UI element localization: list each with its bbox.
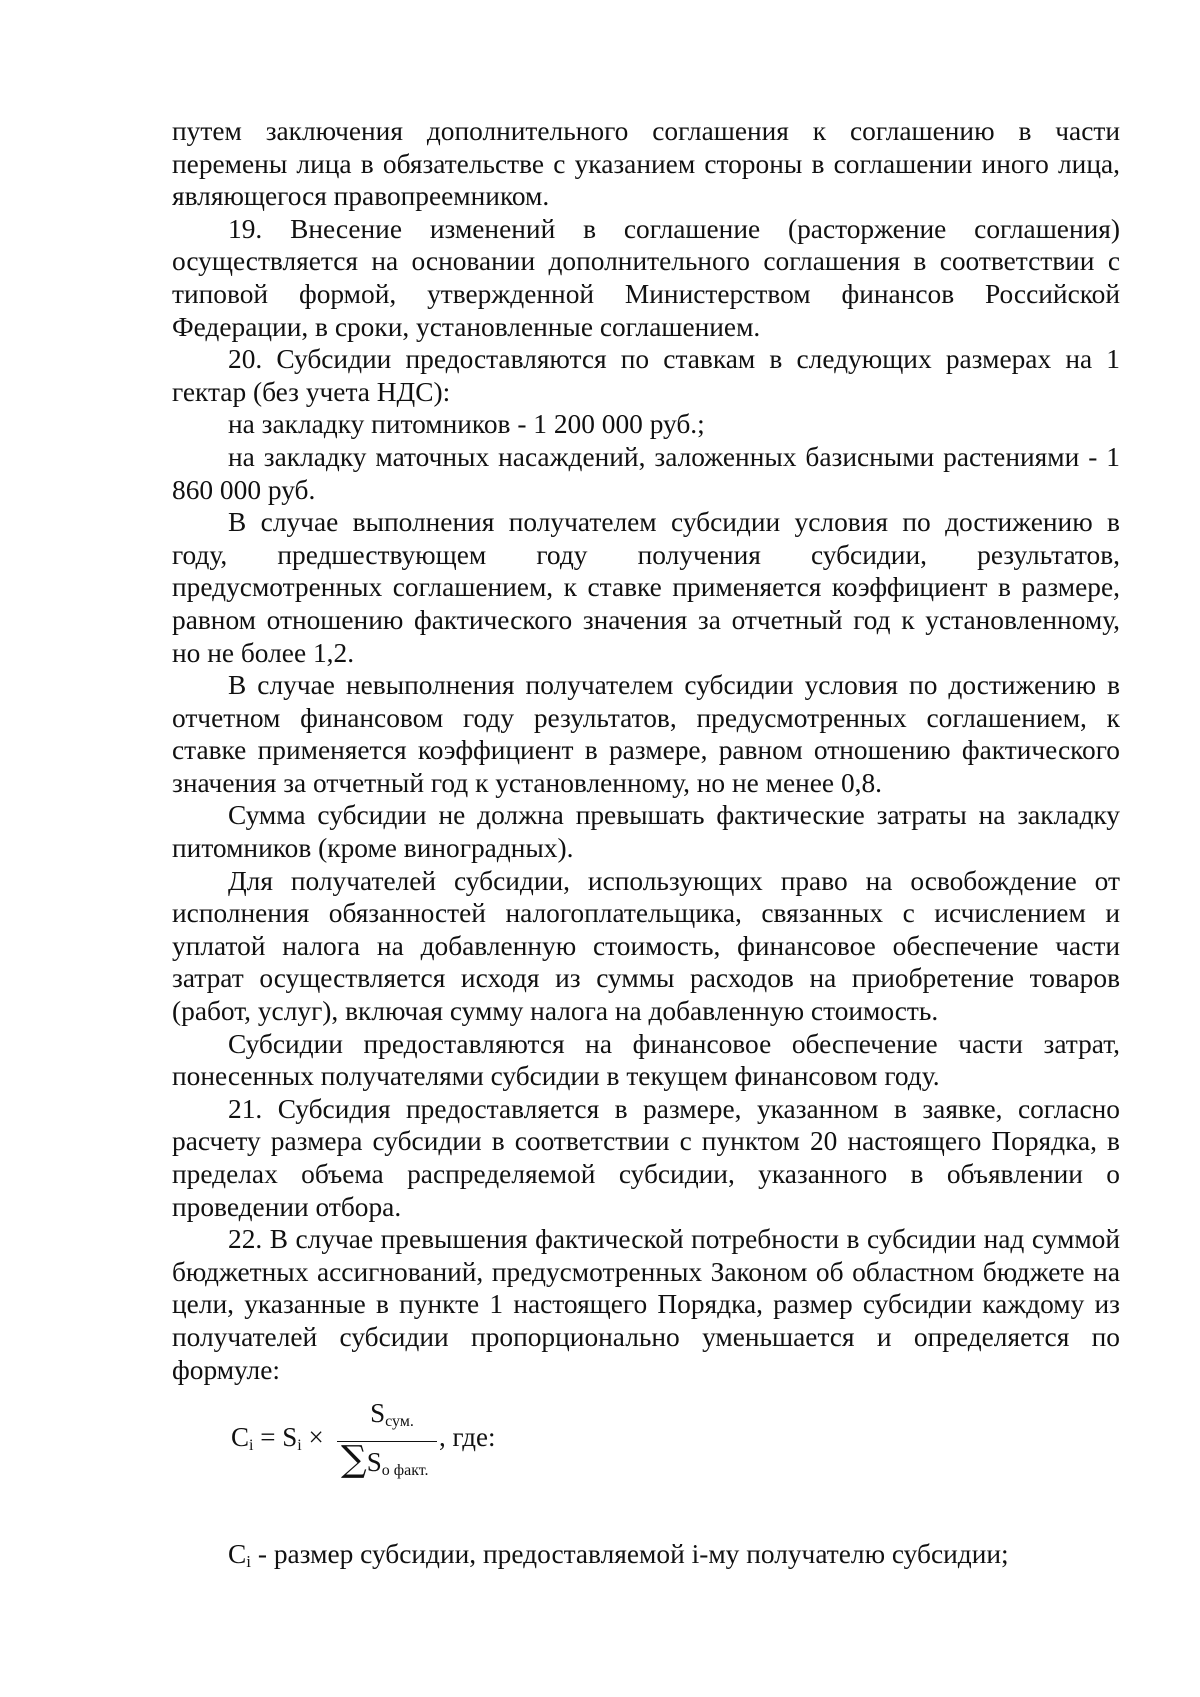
- formula-denominator: [337, 1439, 437, 1486]
- formula-s: S: [282, 1422, 298, 1452]
- formula-c: C: [231, 1422, 250, 1452]
- definition-text: - размер субсидии, предоставляемой i-му получателю субсидии;: [251, 1539, 1009, 1569]
- formula-c-subscript: i: [249, 1437, 254, 1454]
- sum-sign: ∑: [341, 1439, 367, 1480]
- denominator-subscript: о факт.: [381, 1462, 429, 1479]
- formula-s-subscript: i: [297, 1437, 302, 1454]
- paragraph-continuation: путем заключения дополнительного соглашения к соглашению в части перемены лица в обязательстве с указанием стороны в соглашении иного лица, являющегося правопреемником.: [172, 116, 1120, 212]
- formula-numerator: [337, 1398, 437, 1437]
- rate-nurseries: на закладку питомников - 1 200 000 руб.;: [228, 409, 705, 440]
- paragraph-vat: Для получателей субсидии, использующих право на освобождение от исполнения обязанностей налогоплательщика, связанных с исчислением и уплатой налога на добавленную стоимость, финансовое обеспечение части затрат осуществляется исходя из суммы расходов на приобретение товаров (работ, услуг), включая сумму налога на добавленную стоимость.: [172, 865, 1120, 1027]
- paragraph-19: 19. Внесение изменений в соглашение (расторжение соглашения) осуществляется на основании дополнительного соглашения в соответствии с типовой формой, утвержденной Министерством финансов Российской Федерации, в сроки, установленные соглашением.: [172, 213, 1120, 342]
- paragraph-coefficient-max: В случае выполнения получателем субсидии условия по достижению в году, предшествующем году получения субсидии, результатов, предусмотренных соглашением, к ставке применяется коэффициент в размере, равном отношению фактического значения за отчетный год к установленному, но не более 1,2.: [172, 507, 1120, 668]
- formula-times: ×: [301, 1422, 324, 1452]
- numerator-s: S: [370, 1398, 386, 1428]
- document-body: [172, 115, 1120, 1386]
- formula-lhs: [231, 1422, 324, 1461]
- formula-equals: =: [253, 1422, 283, 1452]
- rate-mother-plantings: на закладку маточных насаждений, заложенных базисными растениями - 1 860 000 руб.: [172, 441, 1120, 505]
- definition-symbol: C: [228, 1539, 247, 1569]
- paragraph-coefficient-min: В случае невыполнения получателем субсидии условия по достижению в отчетном финансовом году результатов, предусмотренных соглашением, к ставке применяется коэффициент в размере, равном отношению фактического значения за отчетный год к установленному, но не менее 0,8.: [172, 670, 1120, 798]
- paragraph-20: 20. Субсидии предоставляются по ставкам в следующих размерах на 1 гектар (без учета НДС):: [172, 344, 1120, 407]
- denominator-s: S: [366, 1447, 382, 1477]
- formula-fraction: [337, 1398, 437, 1486]
- paragraph-22: 22. В случае превышения фактической потребности в субсидии над суммой бюджетных ассигнований, предусмотренных Законом об областном бюджете на цели, указанные в пункте 1 настоящего Порядка, размер субсидии каждому из получателей субсидии пропорционально уменьшается и определяется по формуле:: [172, 1224, 1120, 1385]
- numerator-subscript: сум.: [385, 1413, 414, 1430]
- paragraph-21: 21. Субсидия предоставляется в размере, указанном в заявке, согласно расчету размера субсидии в соответствии с пунктом 20 настоящего Порядка, в пределах объема распределяемой субсидии, указанного в объявлении о проведении отбора.: [172, 1093, 1120, 1222]
- definition-subscript: i: [246, 1552, 252, 1571]
- definition-ci: [228, 1538, 1009, 1579]
- paragraph-current-year: Субсидии предоставляются на финансовое обеспечение части затрат, понесенных получателями субсидии в текущем финансовом году.: [172, 1028, 1120, 1092]
- formula-where: , где:: [439, 1422, 496, 1452]
- paragraph-subsidy-limit: Сумма субсидии не должна превышать фактические затраты на закладку питомников (кроме виноградных).: [172, 800, 1120, 864]
